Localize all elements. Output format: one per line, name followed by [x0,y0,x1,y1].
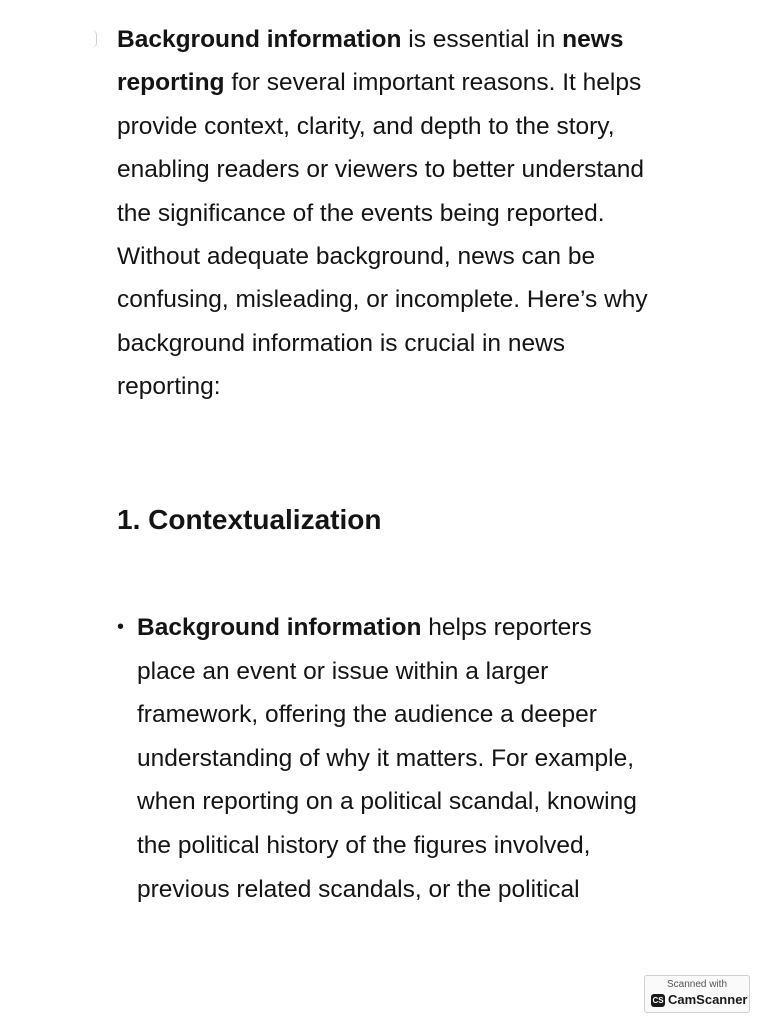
intro-bold-background: Background information [117,26,402,53]
watermark-brand: CamScanner [668,992,748,1007]
watermark-scanned-with: Scanned with [666,979,728,990]
camscanner-watermark [644,975,750,1013]
page-edge-mark [92,30,97,48]
intro-text-1: is essential in [401,26,563,53]
bullet-text: helps reporters place an event or issue within a larger framework, offering the audience a deeper understanding of why it matters. For example, when reporting on a political scandal, knowing the political history of the figures involved, previous related scandals, or the political [137,614,637,903]
list-item [117,606,657,911]
intro-paragraph [117,18,657,409]
bullet-bold-background: Background information [137,614,422,641]
camscanner-logo-icon: CS [652,996,664,1005]
intro-text-2: for several important reasons. It helps provide context, clarity, and depth to the story, enabling readers or viewers to better understand the significance of the events being reported. Without adequate background, news can be confusing, misleading, or incomplete. Here’s why background information is crucial in news reporting: [117,69,648,401]
intro-bold-news-reporting: news reporting [117,26,624,97]
bullet-marker: • [117,616,125,638]
bullet-list [117,606,657,911]
section-heading: 1. Contextualization [117,504,382,535]
